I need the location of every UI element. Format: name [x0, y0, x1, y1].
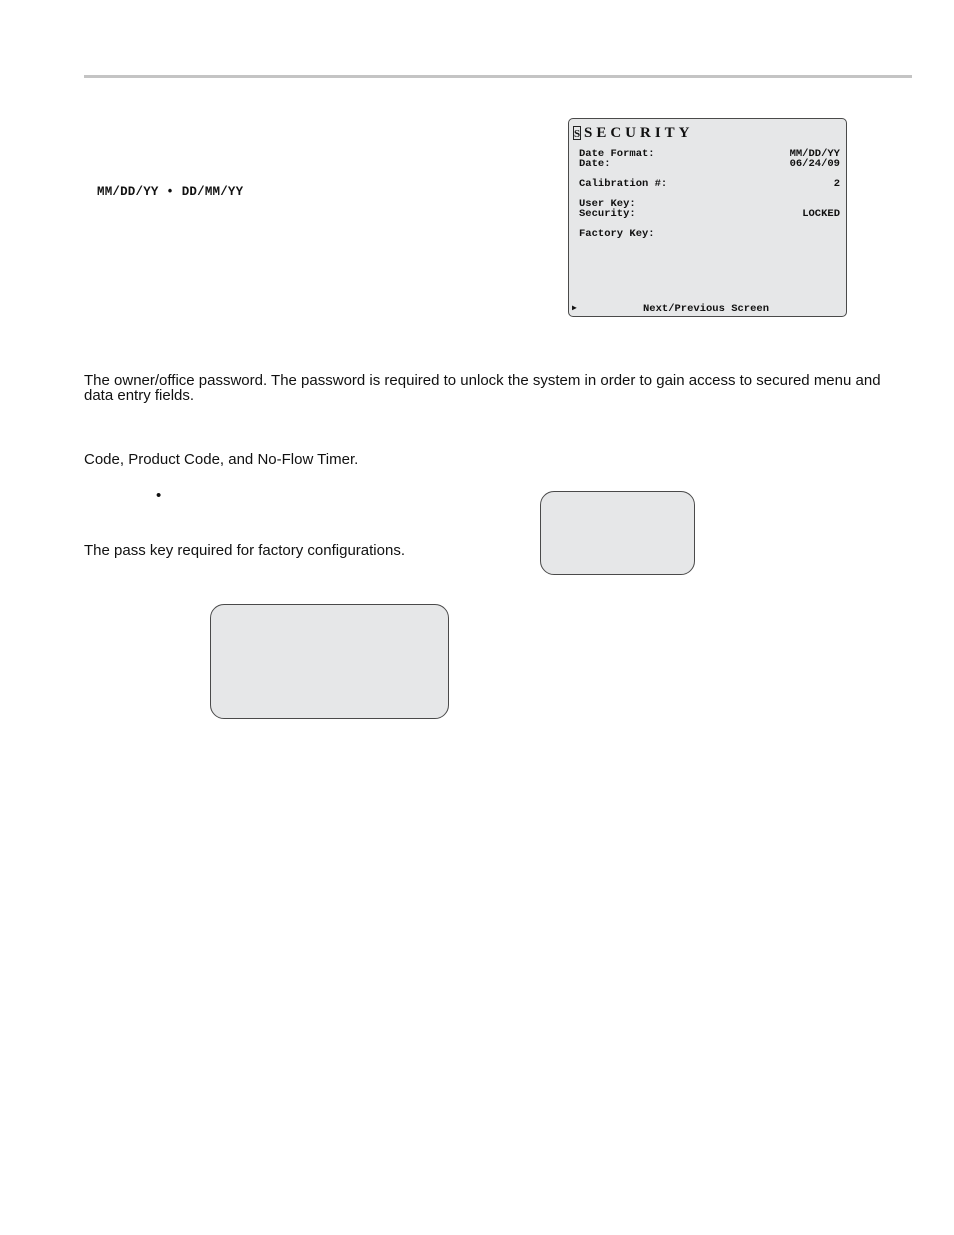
- lcd-row-date: [579, 159, 840, 169]
- right-arrow-icon: ▶: [572, 304, 577, 313]
- security-lcd-screen: [568, 118, 847, 317]
- factory-key-description: The pass key required for factory configurations.: [84, 542, 405, 559]
- lcd-row-value: LOCKED: [802, 208, 840, 220]
- lcd-row-value: 2: [833, 178, 840, 190]
- blank-lcd-panel-large: [210, 604, 449, 719]
- bullet-marker: •: [156, 487, 162, 504]
- blank-lcd-panel-small: [540, 491, 695, 575]
- lcd-row-label: Calibration #:: [579, 178, 668, 190]
- lcd-row-factory-key: [579, 229, 840, 239]
- lcd-row-security: [579, 209, 840, 219]
- lcd-row-label: Date:: [579, 158, 611, 170]
- lcd-footer: [572, 304, 842, 314]
- user-key-description: The owner/office password. The password is required to unlock the system in order to gain access to secured menu and data entry fields.: [84, 372, 881, 404]
- lcd-screen-title: SECURITY: [584, 125, 694, 141]
- date-format-options: MM/DD/YY • DD/MM/YY: [97, 185, 244, 199]
- lcd-row-value: 06/24/09: [789, 158, 840, 170]
- header-rule: [84, 75, 912, 78]
- lcd-row-value: MM/DD/YY: [789, 148, 840, 160]
- security-description: Code, Product Code, and No-Flow Timer.: [84, 451, 359, 468]
- lcd-row-calibration: [579, 179, 840, 189]
- screen-cursor: S: [574, 128, 581, 140]
- lcd-row-label: Security:: [579, 208, 636, 220]
- lcd-title-bar: [573, 125, 694, 141]
- lcd-footer-text: Next/Previous Screen: [642, 303, 770, 315]
- lcd-row-label: Date Format:: [579, 148, 655, 160]
- lcd-row-label: User Key:: [579, 198, 636, 210]
- lcd-row-label: Factory Key:: [579, 228, 655, 240]
